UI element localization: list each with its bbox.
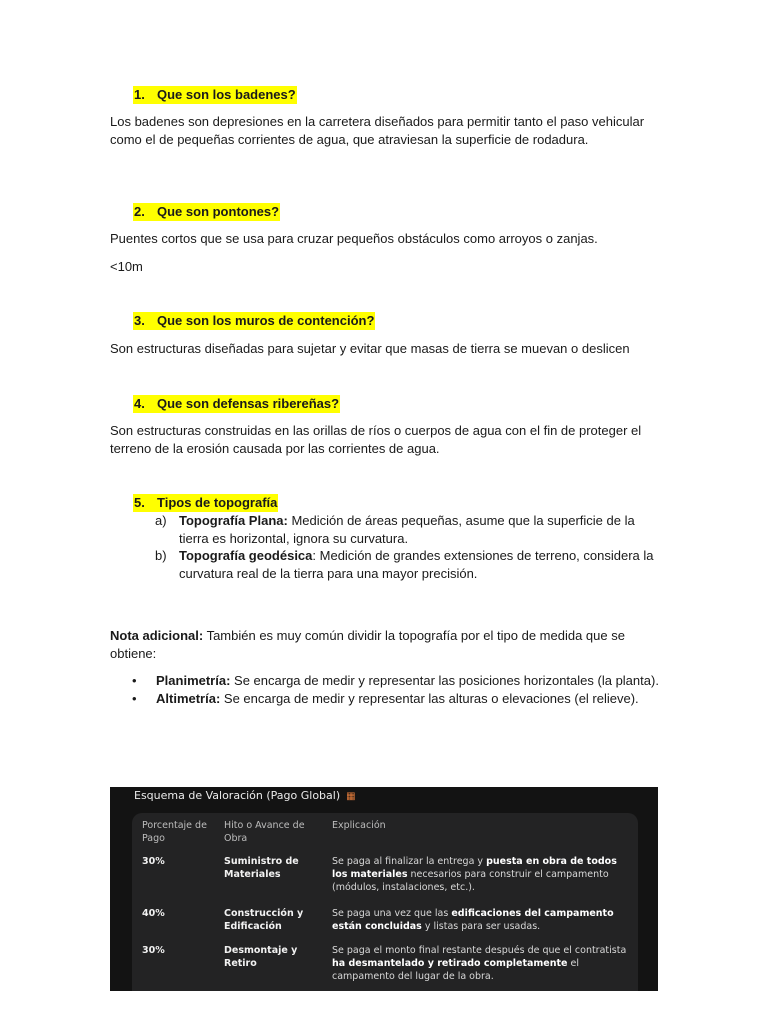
question-4-title: Que son defensas ribereñas? bbox=[157, 396, 340, 411]
table-row-2-milestone: Construcción y Edificación bbox=[224, 908, 304, 932]
measure-type-list bbox=[130, 672, 670, 708]
item-a-text: Medición de áreas pequeñas, asume que la superficie de la tierra es horizontal, ignora su curvatura. bbox=[179, 513, 635, 546]
table-row-3-explanation: Se paga el monto final restante después de que el contratista ha desmantelado y retirado completamente el campamento del lugar de la obra. bbox=[332, 945, 627, 982]
planimetria-text: Se encarga de medir y representar las posiciones horizontales (la planta). bbox=[230, 673, 659, 688]
list-item-planimetria bbox=[130, 672, 670, 690]
header-milestone: Hito o Avance de Obra bbox=[224, 820, 305, 844]
topography-item-a bbox=[155, 512, 665, 548]
table-row-1-milestone: Suministro de Materiales bbox=[224, 856, 299, 880]
bullet-icon: • bbox=[132, 691, 137, 706]
question-2-title: Que son pontones? bbox=[157, 204, 280, 219]
altimetria-term: Altimetría: bbox=[156, 691, 221, 706]
note-label: Nota adicional: bbox=[110, 628, 204, 643]
item-b-term: Topografía geodésica bbox=[179, 548, 313, 563]
question-3-number: 3. bbox=[134, 313, 145, 328]
header-percent: Porcentaje de Pago bbox=[142, 820, 207, 844]
note-text: También es muy común dividir la topografía por el tipo de medida que se obtiene: bbox=[110, 628, 625, 661]
list-item-altimetria bbox=[130, 690, 670, 708]
item-a-term: Topografía Plana: bbox=[179, 513, 288, 528]
table-row-1-explanation: Se paga al finalizar la entrega y puesta en obra de todos los materiales necesarios para construir el campamento (módulos, instalaciones, etc.). bbox=[332, 856, 617, 893]
screenshot-title: Esquema de Valoración (Pago Global) ▦ bbox=[134, 787, 356, 806]
question-1-title: Que son los badenes? bbox=[157, 87, 296, 102]
item-b-text: : Medición de grandes extensiones de terreno, considera la curvatura real de la tierra para una mayor precisión. bbox=[179, 548, 654, 581]
question-3-title: Que son los muros de contención? bbox=[157, 313, 375, 328]
table-row-2-explanation: Se paga una vez que las edificaciones del campamento están concluidas y listas para ser usadas. bbox=[332, 908, 614, 932]
question-3-answer: Son estructuras diseñadas para sujetar y evitar que masas de tierra se muevan o deslicen bbox=[110, 341, 630, 356]
question-4-number: 4. bbox=[134, 396, 145, 411]
embedded-screenshot bbox=[110, 787, 658, 991]
question-2-heading bbox=[133, 203, 280, 221]
additional-note bbox=[110, 627, 660, 663]
construction-crane-icon: ▦ bbox=[346, 791, 356, 802]
table-row-1-percent: 30% bbox=[142, 856, 165, 867]
question-1-number: 1. bbox=[134, 87, 145, 102]
question-1-heading bbox=[133, 86, 297, 104]
question-2-number: 2. bbox=[134, 204, 145, 219]
planimetria-term: Planimetría: bbox=[156, 673, 231, 688]
item-a-letter: a) bbox=[155, 513, 167, 528]
question-2-answer: Puentes cortos que se usa para cruzar pequeños obstáculos como arroyos o zanjas. bbox=[110, 231, 598, 246]
header-explanation: Explicación bbox=[332, 820, 386, 831]
question-5-title: Tipos de topografía bbox=[157, 495, 278, 510]
altimetria-text: Se encarga de medir y representar las alturas o elevaciones (el relieve). bbox=[220, 691, 639, 706]
question-2-extra: <10m bbox=[110, 259, 143, 274]
topography-item-b bbox=[155, 547, 665, 583]
item-b-letter: b) bbox=[155, 548, 167, 563]
question-4-answer: Son estructuras construidas en las orillas de ríos o cuerpos de agua con el fin de proteger el terreno de la erosión causada por las corrientes de agua. bbox=[110, 423, 642, 456]
table-row-3-percent: 30% bbox=[142, 945, 165, 956]
question-5-number: 5. bbox=[134, 495, 145, 510]
question-5-heading bbox=[133, 494, 278, 512]
question-3-heading bbox=[133, 312, 375, 330]
question-4-heading bbox=[133, 395, 340, 413]
question-1-answer: Los badenes son depresiones en la carretera diseñados para permitir tanto el paso vehicular como el de pequeñas corrientes de agua, que atraviesan la superficie de rodadura. bbox=[110, 114, 645, 147]
table-row-2-percent: 40% bbox=[142, 908, 165, 919]
table-row-3-milestone: Desmontaje y Retiro bbox=[224, 945, 298, 969]
payment-table bbox=[132, 813, 638, 991]
bullet-icon: • bbox=[132, 673, 137, 688]
